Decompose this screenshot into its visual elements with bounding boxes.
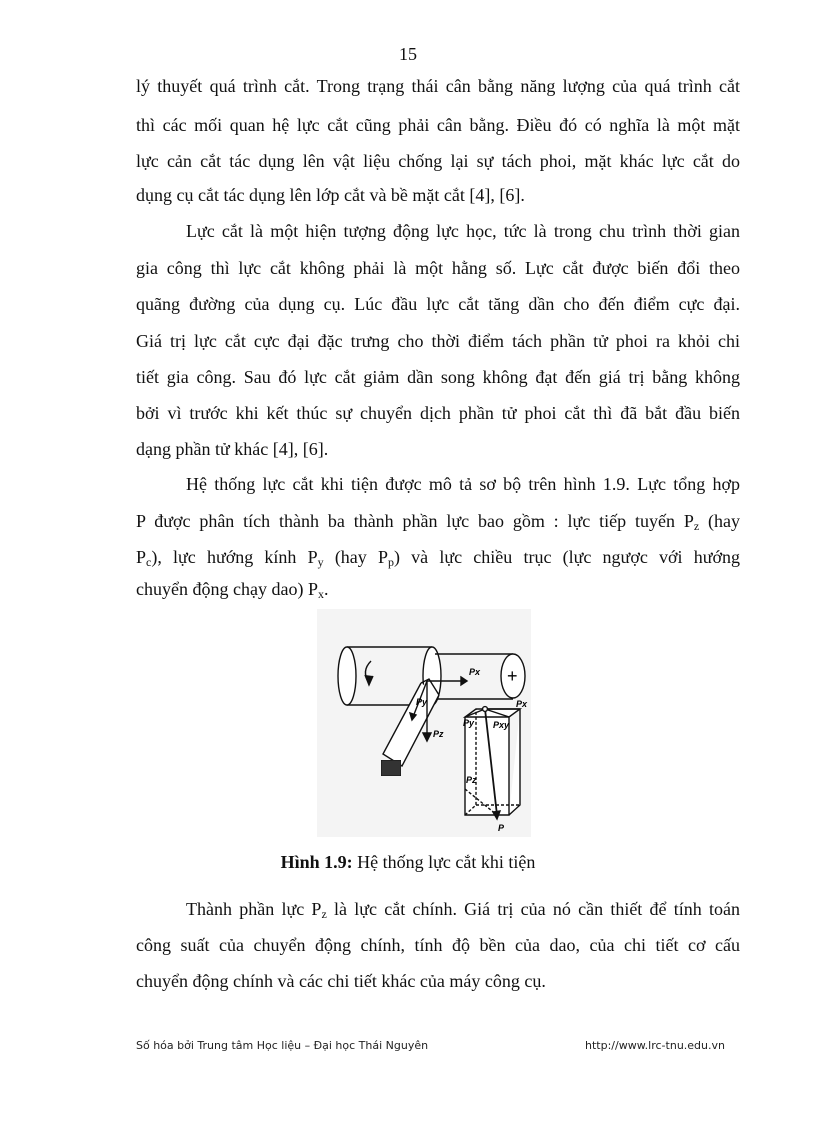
label-px: Px	[469, 667, 481, 677]
figure-caption: Hình 1.9: Hệ thống lực cắt khi tiện	[280, 852, 536, 872]
page-number: 15	[399, 44, 417, 64]
final-para-line-3: chuyển động chính và các chi tiết khác của máy công cụ.	[136, 971, 546, 991]
body-line: dụng cụ cắt tác dụng lên lớp cắt và bề mặt cắt [4], [6].	[136, 185, 525, 205]
force-para-line-3: chuyển động chạy dao) $P_x$.	[136, 579, 329, 601]
label-p: P	[498, 823, 505, 833]
final-para-line-1: Thành phần lực $P_z$ là lực cắt chính. Giá trị của nó cần thiết để tính toán	[186, 899, 741, 921]
cutting-tool	[383, 683, 439, 766]
body-line: bởi vì trước khi kết thúc sự chuyển dịch phần tử phoi cắt thì đã bắt đầu biến	[136, 403, 740, 423]
body-line: dạng phần tử khác [4], [6].	[136, 439, 329, 459]
body-line: thì các mối quan hệ lực cắt cũng phải cân bằng. Điều đó có nghĩa là một mặt	[136, 115, 740, 135]
force-para-line-2: $P_c$), lực hướng kính $P_y$ (hay $P_p$) và lực chiều trục (lực ngược với hướng	[136, 547, 740, 569]
final-para-line-2: công suất của chuyển động chính, tính độ bền của dao, của chi tiết cơ cấu	[136, 935, 740, 955]
body-line: Lực cắt là một hiện tượng động lực học, tức là trong chu trình thời gian	[186, 221, 740, 241]
tool-section	[381, 760, 401, 776]
label-pz: Pz	[433, 729, 444, 739]
label-py: Py	[416, 697, 428, 707]
label-plus: +	[507, 666, 518, 686]
body-line: gia công thì lực cắt không phải là một hằng số. Lực cắt được biến đổi theo	[136, 258, 740, 278]
turning-force-figure	[317, 609, 531, 837]
footer-source: Số hóa bởi Trung tâm Học liệu – Đại học Thái Nguyên	[136, 1039, 429, 1052]
body-line: lực cản cắt tác dụng lên vật liệu chống lại sự tách phoi, mặt khác lực cắt do	[136, 151, 740, 171]
body-line: Hệ thống lực cắt khi tiện được mô tả sơ bộ trên hình 1.9. Lực tổng hợp	[186, 474, 740, 494]
label-py-box: Py	[463, 718, 475, 728]
body-line: Giá trị lực cắt cực đại đặc trưng cho thời điểm tách phần tử phoi ra khỏi chi	[136, 331, 740, 351]
force-para-line-1: P được phân tích thành ba thành phần lực bao gồm : lực tiếp tuyến $P_z$ (hay	[136, 511, 740, 533]
label-px-box: Px	[516, 699, 528, 709]
label-pxy: Pxy	[493, 720, 510, 730]
workpiece-left-end	[338, 647, 356, 705]
label-pz-box: Pz	[466, 775, 477, 785]
body-line: quãng đường của dụng cụ. Lúc đầu lực cắt tăng dần cho đến điểm cực đại.	[136, 294, 740, 314]
body-line: tiết gia công. Sau đó lực cắt giảm dần song không đạt đến giá trị bằng không	[136, 367, 740, 387]
body-line: lý thuyết quá trình cắt. Trong trạng thái cân bằng năng lượng của quá trình cắt	[136, 76, 740, 96]
footer-url[interactable]: http://www.lrc-tnu.edu.vn	[585, 1039, 725, 1052]
